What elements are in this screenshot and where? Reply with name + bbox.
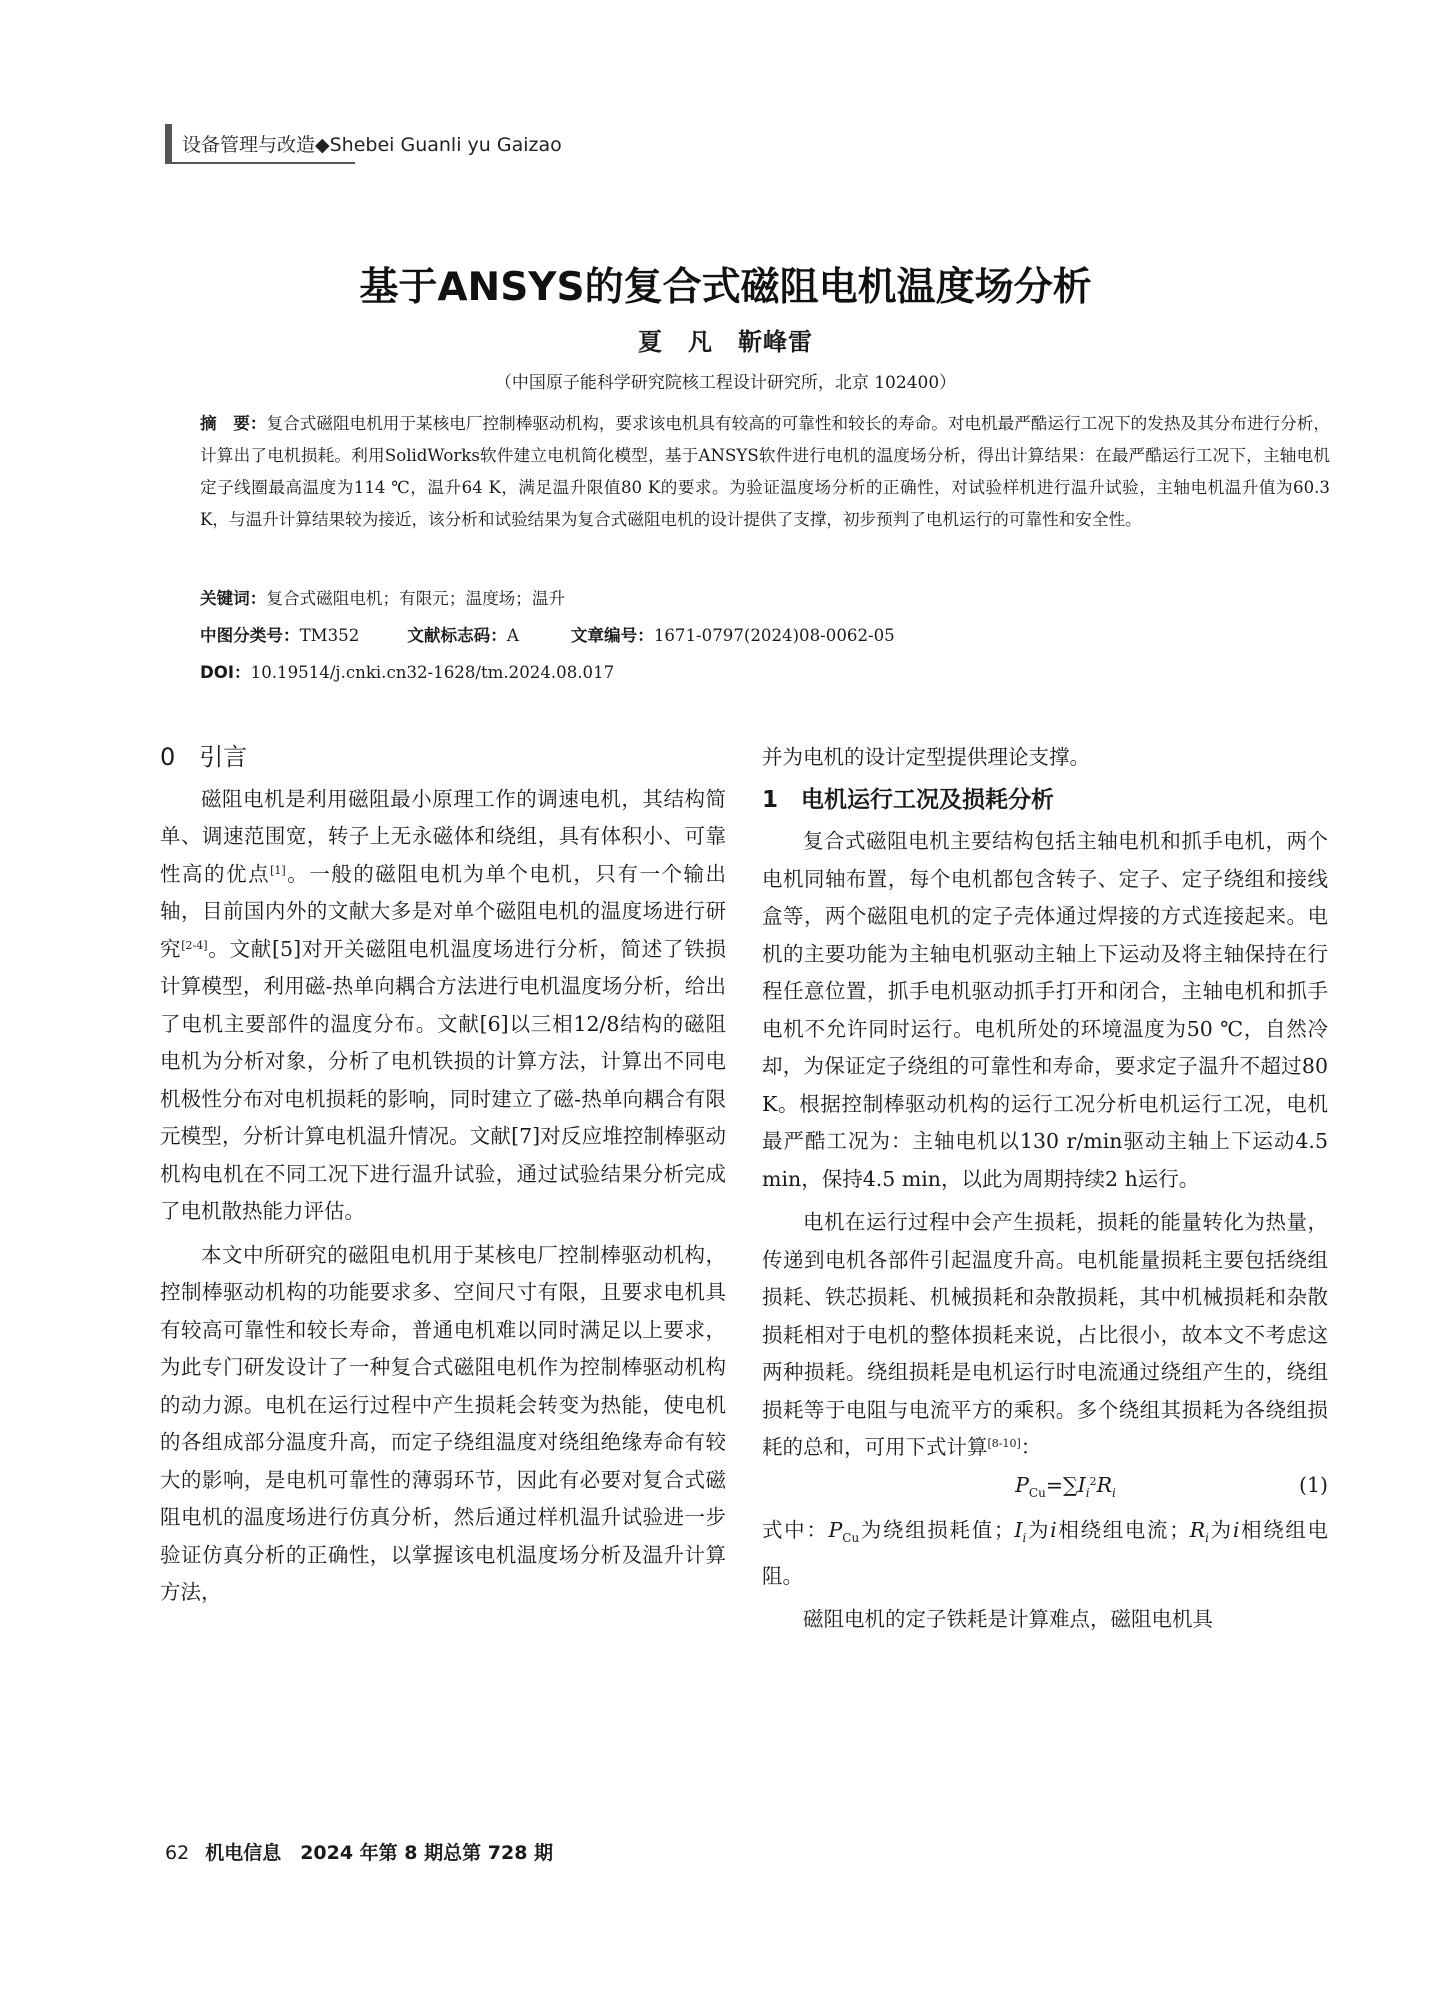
- equation-number: (1): [1298, 1472, 1328, 1497]
- abstract-label: 摘 要：: [200, 414, 267, 433]
- keywords: [200, 585, 565, 609]
- eq-r: R: [1096, 1472, 1113, 1497]
- where-p-sub: Cu: [842, 1531, 860, 1546]
- clc-label: 中图分类号：: [200, 626, 300, 645]
- equation-1: [762, 1467, 1328, 1513]
- left-column: [160, 739, 726, 1612]
- loss-text-a: 电机在运行过程中会产生损耗，损耗的能量转化为热量，传递到电机各部件引起温度升高。电机能量损耗主要包括绕组损耗、铁芯损耗、机械损耗和杂散损耗，其中机械损耗和杂散损耗相对于电机的整体损耗来说，占比很小，故本文不考虑这两种损耗。绕组损耗是电机运行时电流通过绕组产生的，绕组损耗等于电阻与电流平方的乘积。多个绕组其损耗为各绕组损耗的总和，可用下式计算: [762, 1210, 1328, 1459]
- eq-r-sub: i: [1112, 1485, 1116, 1500]
- where-i-desc: 相绕组电流；: [1056, 1518, 1190, 1543]
- article-no-label: 文章编号：: [570, 626, 654, 645]
- header-bar: [165, 124, 172, 162]
- intro-paragraph-1: [160, 781, 726, 1231]
- page-number: 62: [165, 1842, 190, 1864]
- page-footer: [165, 1838, 553, 1865]
- loss-text-b: ：: [1020, 1435, 1042, 1459]
- where-r-sub: i: [1205, 1531, 1209, 1546]
- where-p-desc: 为绕组损耗值；: [859, 1518, 1015, 1543]
- where-r-pre: 为: [1208, 1518, 1233, 1543]
- running-header: [165, 124, 562, 162]
- where-p: P: [828, 1518, 843, 1543]
- where-i-pre: 为: [1026, 1518, 1051, 1543]
- eq-p: P: [1015, 1472, 1029, 1497]
- article-no-value: 1671-0797(2024)08-0062-05: [653, 626, 895, 645]
- eq-sum: =∑: [1045, 1472, 1078, 1497]
- where-i-sub: i: [1022, 1531, 1027, 1546]
- intro-continuation: 并为电机的设计定型提供理论支撑。: [762, 745, 1090, 769]
- equation-where: [762, 1512, 1328, 1595]
- intro-text-1b: 。一般的磁阻电机为单个电机，只有一个输出轴，目前国内外的文献大多是对单个磁阻电机的温度场进行研究: [160, 861, 727, 961]
- where-lead: 式中：: [762, 1518, 829, 1543]
- doi-value: 10.19514/j.cnki.cn32-1628/tm.2024.08.017: [250, 663, 615, 682]
- footer-journal: 机电信息 2024 年第 8 期总第 728 期: [205, 1842, 554, 1864]
- doi: [200, 659, 614, 683]
- intro-paragraph-2: 本文中所研究的磁阻电机用于某核电厂控制棒驱动机构，控制棒驱动机构的功能要求多、空间尺寸有限，且要求电机具有较高可靠性和较长寿命，普通电机难以同时满足以上要求，为此专门研发设计了一种复合式磁阻电机作为控制棒驱动机构的动力源。电机在运行过程中产生损耗会转变为热能，使电机的各组成部分温度升高，而定子绕组温度对绕组绝缘寿命有较大的影响，是电机可靠性的薄弱环节，因此有必要对复合式磁阻电机的温度场进行仿真分析，然后通过样机温升试验进一步验证仿真分析的正确性，以掌握该电机温度场分析及温升计算方法，: [160, 1242, 726, 1604]
- where-r-desc: 相绕组电阻。: [762, 1518, 1329, 1588]
- sec1-paragraph-3: 磁阻电机的定子铁耗是计算难点，磁阻电机具: [803, 1607, 1213, 1632]
- keywords-label: 关键词：: [200, 589, 267, 608]
- header-rule: [165, 162, 355, 164]
- authors: 夏 凡 靳峰雷: [638, 327, 813, 356]
- citation-1: [1]: [270, 863, 286, 877]
- where-i-phase: i: [1050, 1518, 1057, 1543]
- eq-p-sub: Cu: [1028, 1485, 1046, 1500]
- eq-i-sub: i: [1085, 1485, 1090, 1500]
- where-r: R: [1189, 1518, 1206, 1543]
- right-column: [762, 739, 1328, 1639]
- eq-i-sup: 2: [1089, 1474, 1097, 1488]
- abstract-text: 复合式磁阻电机用于某核电厂控制棒驱动机构，要求该电机具有较高的可靠性和较长的寿命。对电机最严酷运行工况下的发热及其分布进行分析，计算出了电机损耗。利用SolidWorks软件建立电机简化模型，基于ANSYS软件进行电机的温度场分析，得出计算结果：在最严酷运行工况下，主轴电机定子线圈最高温度为114 ℃，温升64 K，满足温升限值80 K的要求。为验证温度场分析的正确性，对试验样机进行温升试验，主轴电机温升值为60.3 K，与温升计算结果较为接近，该分析和试验结果为复合式磁阻电机的设计提供了支撑，初步预判了电机运行的可靠性和安全性。: [200, 414, 1331, 529]
- sec1-paragraph-2: [762, 1204, 1328, 1467]
- keywords-text: 复合式磁阻电机；有限元；温度场；温升: [266, 589, 566, 608]
- classification: [200, 622, 895, 646]
- affiliation: （中国原子能科学研究院核工程设计研究所，北京 102400）: [494, 373, 957, 393]
- section-1-heading: 1 电机运行工况及损耗分析: [762, 786, 1055, 813]
- where-i: I: [1014, 1518, 1023, 1543]
- intro-text-1c: 。文献[5]对开关磁阻电机温度场进行分析，简述了铁损计算模型，利用磁-热单向耦合方法进行电机温度场分析，给出了电机主要部件的温度分布。文献[6]以三相12/8结构的磁阻电机为分析对象，分析了电机铁损的计算方法，计算出不同电机极性分布对电机损耗的影响，同时建立了磁-热单向耦合有限元模型，分析计算电机温升情况。文献[7]对反应堆控制棒驱动机构电机在不同工况下进行温升试验，通过试验结果分析完成了电机散热能力评估。: [160, 936, 726, 1223]
- doi-label: DOI：: [200, 663, 251, 682]
- where-r-phase: i: [1232, 1518, 1240, 1543]
- eq-i: I: [1077, 1472, 1086, 1497]
- section-0-heading: 0 引言: [160, 743, 248, 771]
- intro-text-1a: 磁阻电机是利用磁阻最小原理工作的调速电机，其结构简单、调速范围宽，转子上无永磁体和绕组，具有体积小、可靠性高的优点: [160, 786, 726, 886]
- journal-name: 设备管理与改造◆Shebei Guanli yu Gaizao: [182, 133, 562, 156]
- doc-code-value: A: [506, 626, 519, 645]
- paper-title: 基于ANSYS的复合式磁阻电机温度场分析: [359, 265, 1092, 310]
- citation-2: [2-4]: [181, 938, 208, 952]
- abstract: [200, 408, 1330, 536]
- citation-3: [8-10]: [987, 1437, 1021, 1450]
- sec1-paragraph-1: 复合式磁阻电机主要结构包括主轴电机和抓手电机，两个电机同轴布置，每个电机都包含转子、定子、定子绕组和接线盒等，两个磁阻电机的定子壳体通过焊接的方式连接起来。电机的主要功能为主轴电机驱动主轴上下运动及将主轴保持在行程任意位置，抓手电机驱动抓手打开和闭合，主轴电机和抓手电机不允许同时运行。电机所处的环境温度为50 ℃，自然冷却，为保证定子绕组的可靠性和寿命，要求定子温升不超过80 K。根据控制棒驱动机构的运行工况分析电机运行工况，电机最严酷工况为：主轴电机以130 r/min驱动主轴上下运动4.5 min，保持4.5 min，以此为周期持续2 h运行。: [762, 829, 1328, 1191]
- clc-value: TM352: [299, 626, 360, 645]
- doc-code-label: 文献标志码：: [407, 626, 507, 645]
